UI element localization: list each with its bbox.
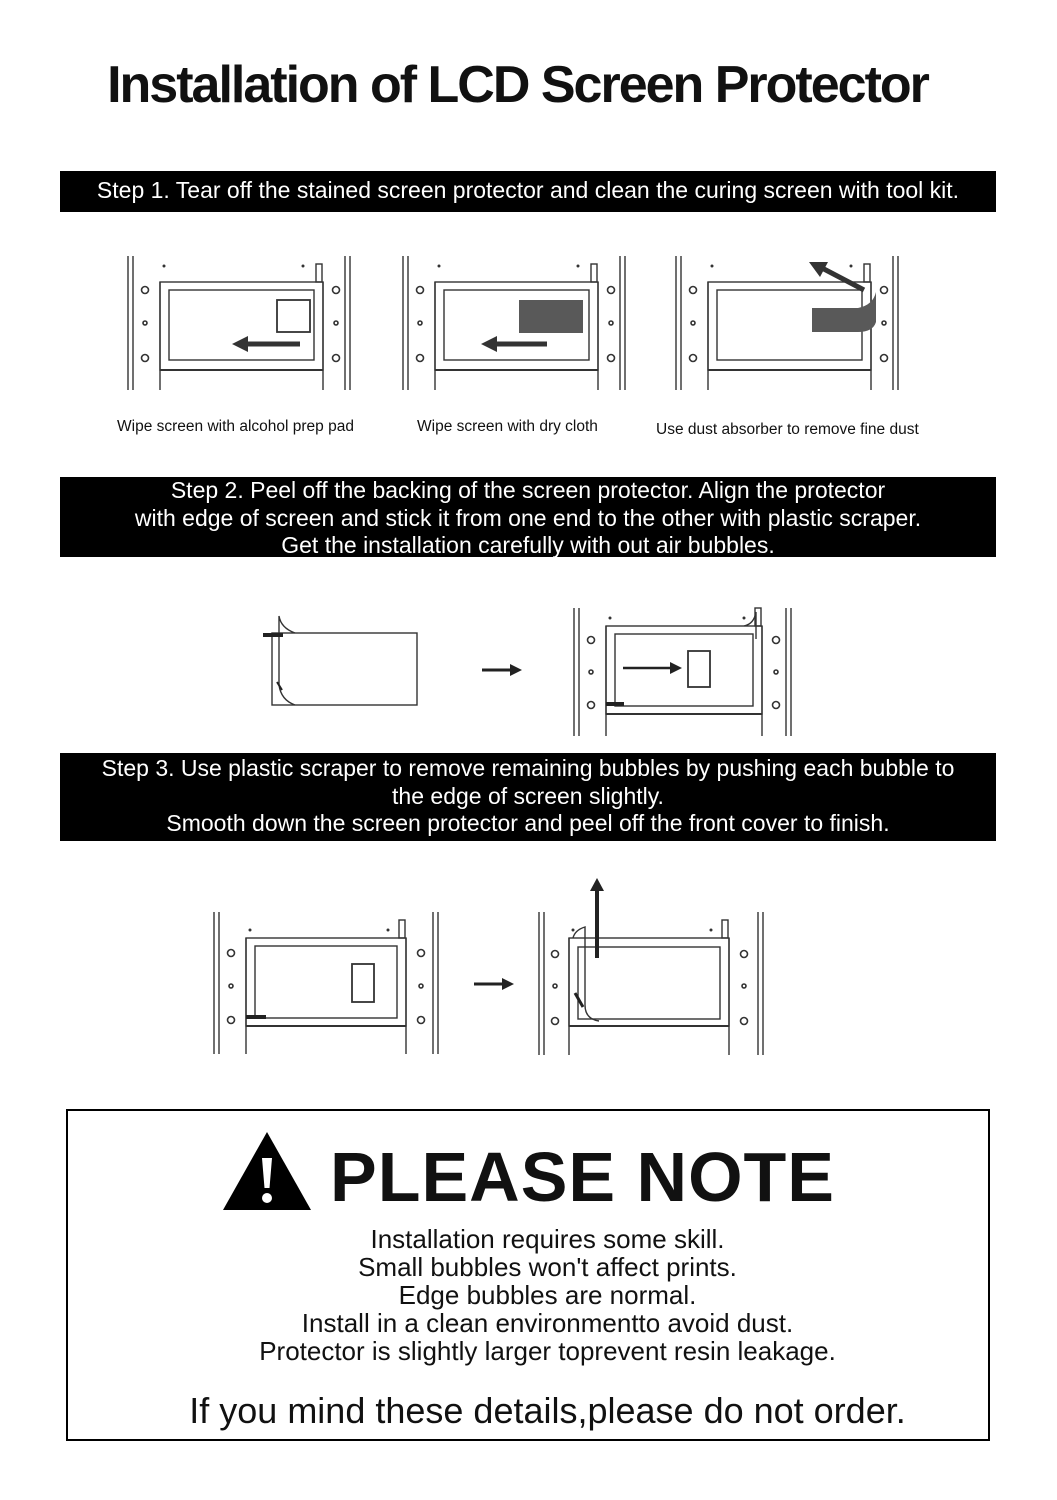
note-line-5: Protector is slightly larger toprevent resin leakage. bbox=[259, 1336, 836, 1366]
caption-alcohol-pad: Wipe screen with alcohol prep pad bbox=[117, 418, 354, 435]
step-3-next-arrow bbox=[472, 974, 517, 994]
note-line-1: Installation requires some skill. bbox=[370, 1224, 725, 1254]
step-3-figure-peel-front-cover bbox=[533, 875, 773, 1060]
page-title: Installation of LCD Screen Protector bbox=[107, 56, 928, 114]
step-1-line-1: Step 1. Tear off the stained screen protector and clean the curing screen with tool kit. bbox=[96, 177, 960, 203]
please-note-title: PLEASE NOTE bbox=[330, 1138, 835, 1216]
please-note-lines bbox=[0, 1225, 1057, 1365]
step-1-figure-dust-absorber bbox=[668, 250, 908, 400]
note-line-4: Install in a clean environmentto avoid dust. bbox=[301, 1308, 794, 1338]
step-2-line-3: Get the installation carefully with out air bubbles. bbox=[281, 532, 775, 558]
step-2-figure-peel-backing bbox=[255, 610, 425, 715]
step-3-banner bbox=[60, 753, 996, 841]
warning-triangle-icon bbox=[221, 1130, 313, 1212]
step-1-figure-alcohol-pad bbox=[120, 250, 360, 400]
step-3-line-3: Smooth down the screen protector and peel off the front cover to finish. bbox=[166, 810, 890, 836]
note-closing: If you mind these details,please do not order. bbox=[189, 1390, 906, 1431]
note-line-3: Edge bubbles are normal. bbox=[398, 1280, 697, 1310]
step-3-line-1: Step 3. Use plastic scraper to remove remaining bubbles by pushing each bubble to bbox=[101, 755, 955, 781]
step-1-banner bbox=[60, 171, 996, 212]
note-line-2: Small bubbles won't affect prints. bbox=[358, 1252, 737, 1282]
step-2-next-arrow bbox=[480, 660, 525, 680]
step-1-figure-dry-cloth bbox=[395, 250, 635, 400]
step-3-line-2: the edge of screen slightly. bbox=[392, 782, 664, 809]
caption-dry-cloth: Wipe screen with dry cloth bbox=[417, 418, 598, 435]
step-3-figure-remove-bubbles bbox=[208, 908, 448, 1058]
step-2-figure-stick-protector bbox=[568, 604, 808, 739]
caption-dust-absorber: Use dust absorber to remove fine dust bbox=[656, 421, 919, 438]
step-2-line-2: with edge of screen and stick it from one end to the other with plastic scraper. bbox=[134, 504, 922, 531]
step-2-line-1: Step 2. Peel off the backing of the screen protector. Align the protector bbox=[170, 477, 886, 503]
step-2-banner bbox=[60, 477, 996, 557]
